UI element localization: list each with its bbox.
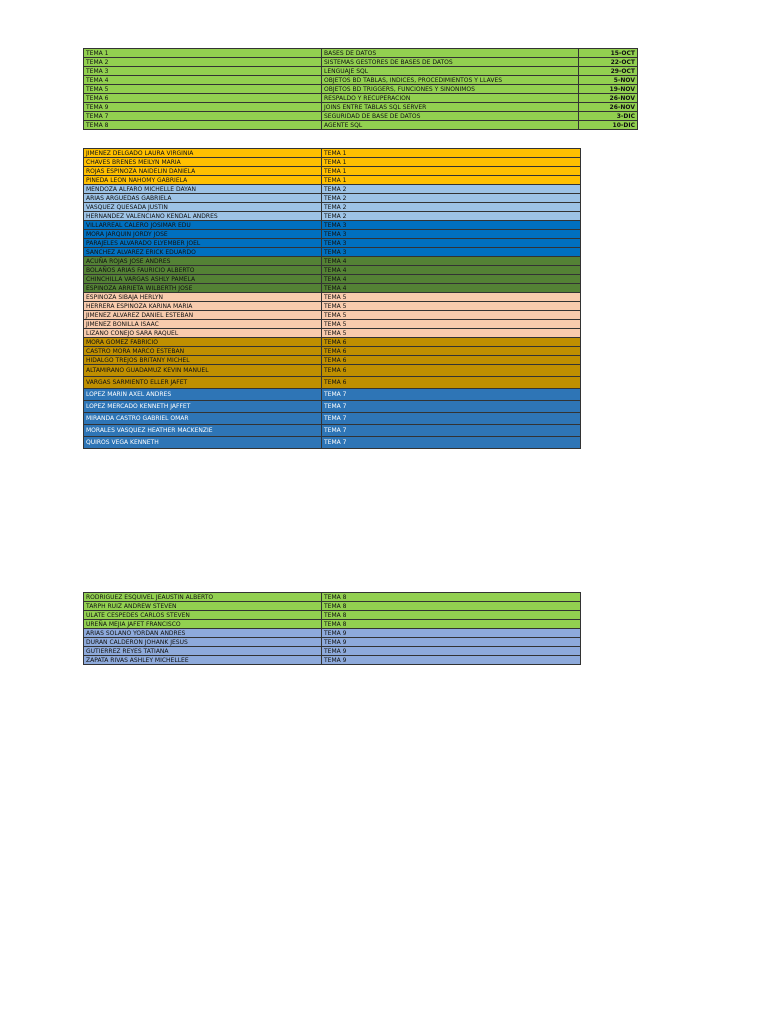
student-row — [84, 338, 581, 347]
student-row — [84, 593, 581, 602]
student-row — [84, 329, 581, 338]
student-name-cell: ULATE CESPEDES CARLOS STEVEN — [84, 611, 322, 620]
student-topic-cell: TEMA 1 — [322, 158, 581, 167]
student-name-cell: BOLAÑOS ARIAS FAURICIO ALBERTO — [84, 266, 322, 275]
topic-row — [84, 58, 638, 67]
topic-number-cell: TEMA 2 — [84, 58, 322, 67]
student-topic-cell: TEMA 6 — [322, 365, 581, 377]
student-row — [84, 437, 581, 449]
student-name-cell: MENDOZA ALFARO MICHELLE DAYAN — [84, 185, 322, 194]
student-topic-cell: TEMA 7 — [322, 401, 581, 413]
student-topic-cell: TEMA 9 — [322, 647, 581, 656]
student-topic-cell: TEMA 6 — [322, 356, 581, 365]
topic-date-cell: 5-NOV — [579, 76, 638, 85]
topic-title-cell: BASES DE DATOS — [322, 49, 579, 58]
student-topic-cell: TEMA 3 — [322, 239, 581, 248]
student-name-cell: SANCHEZ ALVAREZ ERICK EDUARDO — [84, 248, 322, 257]
topic-title-cell: AGENTE SQL — [322, 121, 579, 130]
student-name-cell: ZAPATA RIVAS ASHLEY MICHELLEE — [84, 656, 322, 665]
student-name-cell: MORA GOMEZ FABRICIO — [84, 338, 322, 347]
topic-title-cell: LENGUAJE SQL — [322, 67, 579, 76]
student-topic-cell: TEMA 2 — [322, 194, 581, 203]
student-name-cell: ESPINOZA ARRIETA WILBERTH JOSE — [84, 284, 322, 293]
student-row — [84, 203, 581, 212]
student-row — [84, 413, 581, 425]
student-name-cell: RODRIGUEZ ESQUIVEL JEAUSTIN ALBERTO — [84, 593, 322, 602]
student-name-cell: PARAJELES ALVARADO ELYEMBER JOEL — [84, 239, 322, 248]
topic-number-cell: TEMA 5 — [84, 85, 322, 94]
student-topic-cell: TEMA 1 — [322, 167, 581, 176]
student-row — [84, 149, 581, 158]
student-topic-cell: TEMA 8 — [322, 593, 581, 602]
student-topic-cell: TEMA 1 — [322, 149, 581, 158]
student-topic-cell: TEMA 3 — [322, 248, 581, 257]
topic-title-cell: SISTEMAS GESTORES DE BASES DE DATOS — [322, 58, 579, 67]
student-row — [84, 356, 581, 365]
topic-date-cell: 19-NOV — [579, 85, 638, 94]
student-topic-cell: TEMA 4 — [322, 266, 581, 275]
topic-date-cell: 22-OCT — [579, 58, 638, 67]
student-name-cell: CASTRO MORA MARCO ESTEBAN — [84, 347, 322, 356]
topic-date-cell: 29-OCT — [579, 67, 638, 76]
student-name-cell: PINEDA LEON NAHOMY GABRIELA — [84, 176, 322, 185]
student-name-cell: ARIAS ARGUEDAS GABRIELA — [84, 194, 322, 203]
student-name-cell: ALTAMIRANO GUADAMUZ KEVIN MANUEL — [84, 365, 322, 377]
topic-row — [84, 49, 638, 58]
student-row — [84, 266, 581, 275]
student-topic-cell: TEMA 5 — [322, 311, 581, 320]
student-topic-cell: TEMA 3 — [322, 230, 581, 239]
student-row — [84, 293, 581, 302]
topic-row — [84, 112, 638, 121]
topic-row — [84, 76, 638, 85]
topic-row — [84, 85, 638, 94]
student-topic-cell: TEMA 6 — [322, 377, 581, 389]
student-name-cell: UREÑA MEJIA JAFET FRANCISCO — [84, 620, 322, 629]
topic-row — [84, 121, 638, 130]
student-name-cell: ROJAS ESPINOZA NAIDELIN DANIELA — [84, 167, 322, 176]
student-row — [84, 656, 581, 665]
student-topic-cell: TEMA 8 — [322, 602, 581, 611]
topics-table-body — [84, 49, 638, 130]
student-name-cell: HERNANDEZ VALENCIANO KENDAL ANDRES — [84, 212, 322, 221]
student-topic-cell: TEMA 2 — [322, 185, 581, 194]
topic-title-cell: RESPALDO Y RECUPERACION — [322, 94, 579, 103]
student-topic-cell: TEMA 5 — [322, 302, 581, 311]
student-name-cell: VASQUEZ QUESADA JUSTIN — [84, 203, 322, 212]
student-row — [84, 620, 581, 629]
student-row — [84, 647, 581, 656]
topic-row — [84, 67, 638, 76]
student-row — [84, 221, 581, 230]
topics-table — [83, 48, 638, 130]
student-row — [84, 389, 581, 401]
student-row — [84, 611, 581, 620]
student-topic-cell: TEMA 3 — [322, 221, 581, 230]
student-name-cell: DURAN CALDERON JOHANK JESUS — [84, 638, 322, 647]
student-name-cell: LOPEZ MERCADO KENNETH JAFFET — [84, 401, 322, 413]
student-name-cell: JIMENEZ BONILLA ISAAC — [84, 320, 322, 329]
student-topic-cell: TEMA 2 — [322, 212, 581, 221]
student-topic-cell: TEMA 7 — [322, 437, 581, 449]
student-topic-cell: TEMA 7 — [322, 389, 581, 401]
students-table-1 — [83, 148, 581, 449]
student-row — [84, 602, 581, 611]
student-topic-cell: TEMA 5 — [322, 329, 581, 338]
topic-date-cell: 15-OCT — [579, 49, 638, 58]
student-name-cell: ACUÑA ROJAS JOSE ANDRES — [84, 257, 322, 266]
student-row — [84, 629, 581, 638]
student-name-cell: TARPH RUIZ ANDREW STEVEN — [84, 602, 322, 611]
students-table-2 — [83, 592, 581, 665]
topic-title-cell: OBJETOS BD TRIGGERS, FUNCIONES Y SINONIMOS — [322, 85, 579, 94]
student-name-cell: MORA JARQUIN JORDY JOSE — [84, 230, 322, 239]
student-row — [84, 176, 581, 185]
student-topic-cell: TEMA 8 — [322, 620, 581, 629]
student-name-cell: ESPINOZA SIBAJA HERLYN — [84, 293, 322, 302]
student-row — [84, 377, 581, 389]
student-name-cell: CHAVES BRENES MEILYN MARIA — [84, 158, 322, 167]
topic-number-cell: TEMA 7 — [84, 112, 322, 121]
student-name-cell: HIDALGO TREJOS BRITANY MICHEL — [84, 356, 322, 365]
topic-row — [84, 103, 638, 112]
student-topic-cell: TEMA 5 — [322, 320, 581, 329]
student-row — [84, 167, 581, 176]
student-topic-cell: TEMA 4 — [322, 284, 581, 293]
student-row — [84, 311, 581, 320]
topic-number-cell: TEMA 9 — [84, 103, 322, 112]
student-name-cell: VARGAS SARMIENTO ELLER JAFET — [84, 377, 322, 389]
student-row — [84, 365, 581, 377]
student-row — [84, 638, 581, 647]
student-row — [84, 239, 581, 248]
topic-number-cell: TEMA 3 — [84, 67, 322, 76]
student-row — [84, 212, 581, 221]
student-name-cell: GUTIERREZ REYES TATIANA — [84, 647, 322, 656]
student-row — [84, 284, 581, 293]
topic-row — [84, 94, 638, 103]
student-topic-cell: TEMA 8 — [322, 611, 581, 620]
student-name-cell: LOPEZ MARIN AXEL ANDRES — [84, 389, 322, 401]
topic-date-cell: 10-DIC — [579, 121, 638, 130]
topic-title-cell: JOINS ENTRE TABLAS SQL SERVER — [322, 103, 579, 112]
student-row — [84, 257, 581, 266]
student-topic-cell: TEMA 9 — [322, 629, 581, 638]
student-topic-cell: TEMA 6 — [322, 347, 581, 356]
topic-date-cell: 26-NOV — [579, 94, 638, 103]
student-name-cell: JIMENEZ DELGADO LAURA VIRGINIA — [84, 149, 322, 158]
students-table-1-body — [84, 149, 581, 449]
topic-date-cell: 3-DIC — [579, 112, 638, 121]
student-topic-cell: TEMA 5 — [322, 293, 581, 302]
topic-number-cell: TEMA 1 — [84, 49, 322, 58]
student-name-cell: CHINCHILLA VARGAS ASHLY PAMELA — [84, 275, 322, 284]
student-row — [84, 320, 581, 329]
student-topic-cell: TEMA 9 — [322, 656, 581, 665]
student-row — [84, 185, 581, 194]
students-table-2-body — [84, 593, 581, 665]
student-topic-cell: TEMA 7 — [322, 425, 581, 437]
student-name-cell: MIRANDA CASTRO GABRIEL OMAR — [84, 413, 322, 425]
student-row — [84, 425, 581, 437]
student-name-cell: LIZANO CONEJO SARA RAQUEL — [84, 329, 322, 338]
topic-number-cell: TEMA 8 — [84, 121, 322, 130]
student-row — [84, 158, 581, 167]
topic-number-cell: TEMA 4 — [84, 76, 322, 85]
student-topic-cell: TEMA 1 — [322, 176, 581, 185]
topic-number-cell: TEMA 6 — [84, 94, 322, 103]
topic-title-cell: OBJETOS BD TABLAS, INDICES, PROCEDIMIENTOS Y LLAVES — [322, 76, 579, 85]
student-row — [84, 401, 581, 413]
student-row — [84, 194, 581, 203]
student-row — [84, 275, 581, 284]
student-row — [84, 248, 581, 257]
student-name-cell: VILLARREAL CALERO JOSIMAR EDU — [84, 221, 322, 230]
topic-title-cell: SEGURIDAD DE BASE DE DATOS — [322, 112, 579, 121]
student-topic-cell: TEMA 2 — [322, 203, 581, 212]
student-topic-cell: TEMA 9 — [322, 638, 581, 647]
student-topic-cell: TEMA 4 — [322, 257, 581, 266]
student-name-cell: ARIAS SOLANO YORDAN ANDRES — [84, 629, 322, 638]
student-name-cell: HERRERA ESPINOZA KARINA MARIA — [84, 302, 322, 311]
student-topic-cell: TEMA 4 — [322, 275, 581, 284]
student-topic-cell: TEMA 6 — [322, 338, 581, 347]
student-name-cell: MORALES VASQUEZ HEATHER MACKENZIE — [84, 425, 322, 437]
student-name-cell: JIMENEZ ALVAREZ DANIEL ESTEBAN — [84, 311, 322, 320]
student-row — [84, 302, 581, 311]
student-name-cell: QUIROS VEGA KENNETH — [84, 437, 322, 449]
student-row — [84, 347, 581, 356]
topic-date-cell: 26-NOV — [579, 103, 638, 112]
student-topic-cell: TEMA 7 — [322, 413, 581, 425]
student-row — [84, 230, 581, 239]
